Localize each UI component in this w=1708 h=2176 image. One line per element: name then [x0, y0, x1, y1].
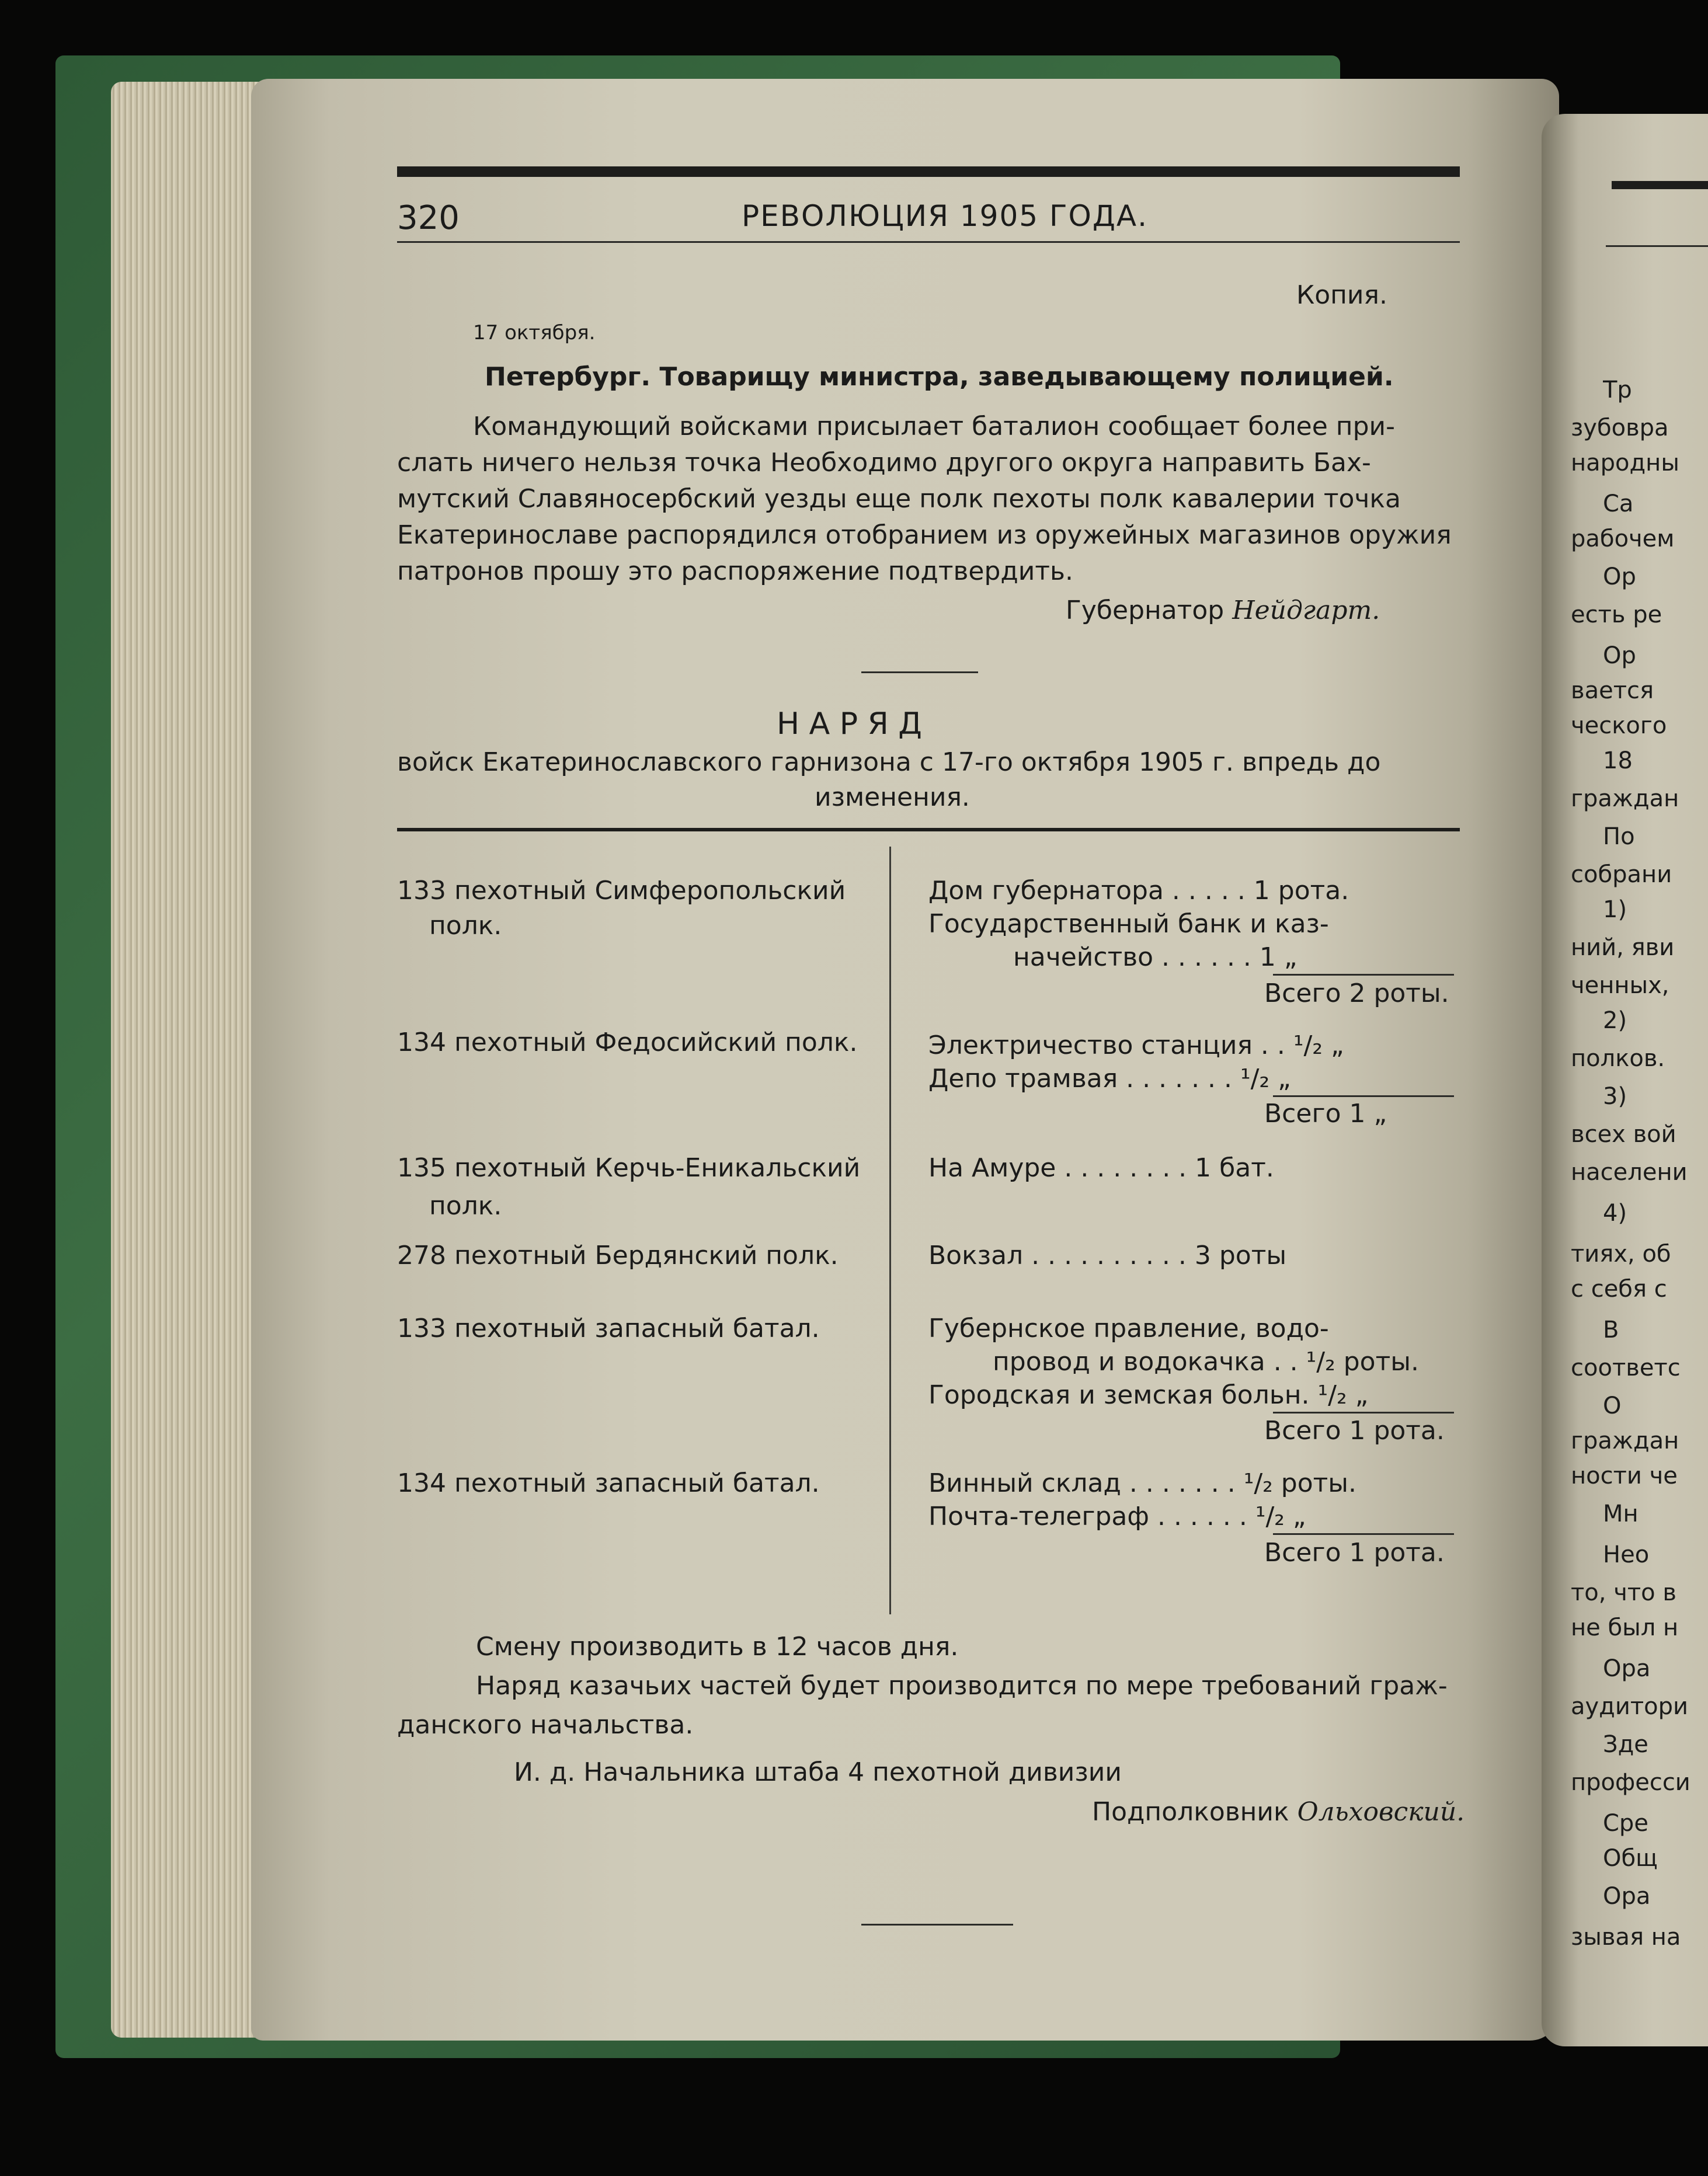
unit-label: 133 пехотный Симферопольский	[397, 876, 846, 906]
right-page-text-fragment: 3)	[1603, 1083, 1627, 1110]
order-signature	[1092, 1797, 1465, 1827]
unit-label: полк.	[429, 1191, 502, 1221]
right-page-text-fragment: 18	[1603, 747, 1633, 774]
post-entry: Электричество станция . . ¹/₂ „	[928, 1030, 1344, 1060]
signature-title: Губернатор	[1066, 596, 1225, 625]
right-page-text-fragment: аудитори	[1571, 1693, 1688, 1720]
post-entry: Депо трамвая . . . . . . . ¹/₂ „	[928, 1064, 1291, 1094]
section-divider	[861, 671, 978, 673]
telegram-body-line: мутский Славяносербский уезды еще полк пехоты полк кавалерии точка	[397, 484, 1401, 514]
right-page-text-fragment: професси	[1571, 1769, 1690, 1796]
right-page-text-fragment: вается	[1571, 677, 1654, 704]
right-page-text-fragment: Сре	[1603, 1810, 1648, 1837]
post-entry: Дом губернатора . . . . . 1 рота.	[928, 876, 1349, 906]
right-page-text-fragment: В	[1603, 1317, 1619, 1343]
table-column-divider	[889, 847, 891, 1614]
right-page-text-fragment: Са	[1603, 490, 1634, 517]
table-top-rule	[397, 828, 1460, 831]
right-page-text-fragment: то, что в	[1571, 1579, 1676, 1606]
right-page-text-fragment: Нео	[1603, 1541, 1650, 1568]
right-page-text-fragment: 1)	[1603, 896, 1627, 923]
right-page-text-fragment: Зде	[1603, 1731, 1648, 1758]
running-head	[397, 177, 1466, 241]
right-page-text-fragment: рабочем	[1571, 525, 1675, 552]
footer-line: И. д. Начальника штаба 4 пехотной дивизии	[514, 1757, 1122, 1787]
right-page-text-fragment: ности че	[1571, 1463, 1678, 1489]
right-page-text-fragment: Общ	[1603, 1845, 1658, 1872]
post-entry: провод и водокачка . . ¹/₂ роты.	[993, 1347, 1419, 1377]
telegram-body-line: слать ничего нельзя точка Необходимо другого округа направить Бах-	[397, 448, 1371, 478]
post-entry: Винный склад . . . . . . . ¹/₂ роты.	[928, 1468, 1357, 1498]
unit-label: 278 пехотный Бердянский полк.	[397, 1241, 839, 1270]
subtotal-rule	[1273, 1533, 1454, 1535]
right-page-text-fragment: Ор	[1603, 563, 1636, 590]
unit-label: 135 пехотный Керчь-Еникальский	[397, 1153, 861, 1183]
footer-line: Наряд казачьих частей будет производится по мере требований граж-	[476, 1671, 1448, 1701]
right-page-text-fragment: О	[1603, 1392, 1622, 1419]
subtotal-rule	[1273, 1412, 1454, 1413]
telegram-addressee: Петербург. Товарищу министра, заведывающему полицией.	[485, 362, 1394, 392]
right-page-text-fragment: Ора	[1603, 1883, 1651, 1910]
subtotal-rule	[1273, 974, 1454, 976]
telegram-body-line: Екатеринославе распорядился отобранием из оружейных магазинов оружия	[397, 520, 1452, 550]
footer-line: данского начальства.	[397, 1710, 694, 1740]
header-thin-rule	[397, 241, 1460, 243]
post-entry: Государственный банк и каз-	[928, 909, 1329, 939]
signature-name: Нейдгарт.	[1232, 596, 1380, 625]
right-page-text-fragment: Ора	[1603, 1655, 1651, 1682]
telegram-date: 17 октября.	[473, 321, 596, 344]
end-divider	[861, 1924, 1013, 1926]
right-page-text-fragment: соответс	[1571, 1355, 1681, 1381]
subtotal-rule	[1273, 1095, 1454, 1097]
page-number: 320	[397, 199, 460, 237]
right-page-text-fragment: есть ре	[1571, 601, 1662, 628]
telegram-body-line: патронов прошу это распоряжение подтвердить.	[397, 556, 1073, 586]
right-page-text-fragment: тиях, об	[1571, 1241, 1671, 1268]
right-page-text-fragment: По	[1603, 823, 1635, 850]
copy-label: Копия.	[1296, 280, 1387, 310]
right-page-text-fragment: граждан	[1571, 1428, 1679, 1454]
right-page-heavy-rule	[1612, 181, 1708, 189]
right-page-text-fragment: Ор	[1603, 642, 1636, 669]
post-entry: Почта-телеграф . . . . . . ¹/₂ „	[928, 1502, 1306, 1531]
right-page-text-fragment: с себя с	[1571, 1276, 1667, 1303]
right-page-text-fragment: Тр	[1603, 377, 1632, 403]
signature-name: Ольховский.	[1297, 1797, 1465, 1827]
telegram-signature	[1066, 596, 1380, 625]
right-page-text-fragment: народны	[1571, 450, 1679, 476]
unit-label: 133 пехотный запасный батал.	[397, 1314, 820, 1343]
right-page-text-fragment: ний, яви	[1571, 934, 1675, 961]
left-page-content	[397, 166, 1466, 243]
subtotal: Всего 1 „	[1264, 1099, 1387, 1129]
right-page-text-fragment: ченных,	[1571, 972, 1669, 999]
post-entry: Вокзал . . . . . . . . . . 3 роты	[928, 1241, 1287, 1270]
order-heading: Н А Р Я Д	[777, 706, 922, 741]
subtotal: Всего 2 роты.	[1264, 979, 1449, 1008]
post-entry: начейство . . . . . . 1 „	[1013, 942, 1297, 972]
subtotal: Всего 1 рота.	[1264, 1538, 1445, 1568]
right-page-text-fragment: собрани	[1571, 861, 1672, 888]
right-page-text-fragment: Мн	[1603, 1500, 1639, 1527]
footer-line: Смену производить в 12 часов дня.	[476, 1632, 959, 1662]
right-page-text-fragment: полков.	[1571, 1045, 1665, 1072]
signature-title: Подполковник	[1092, 1797, 1289, 1827]
running-head-title: РЕВОЛЮЦИЯ 1905 ГОДА.	[742, 199, 1148, 233]
right-page-text-fragment: 4)	[1603, 1200, 1627, 1227]
right-page-text-fragment: 2)	[1603, 1007, 1627, 1034]
order-subheading: войск Екатеринославского гарнизона с 17-го октября 1905 г. впредь до	[397, 747, 1381, 777]
right-page-text-fragment: ческого	[1571, 712, 1667, 739]
telegram-body-line: Командующий войсками присылает баталион сообщает более при-	[473, 412, 1395, 441]
right-page-text-fragment: населени	[1571, 1159, 1688, 1186]
post-entry: Городская и земская больн. ¹/₂ „	[928, 1380, 1369, 1410]
post-entry: На Амуре . . . . . . . . 1 бат.	[928, 1153, 1274, 1183]
right-page-text-fragment: всех вой	[1571, 1121, 1676, 1148]
unit-label: полк.	[429, 911, 502, 941]
right-page-thin-rule	[1606, 245, 1708, 247]
order-subheading-cont: изменения.	[815, 782, 970, 812]
header-heavy-rule	[397, 166, 1460, 177]
right-page-text-fragment: не был н	[1571, 1614, 1679, 1641]
right-page-text-fragment: зубовра	[1571, 415, 1669, 441]
right-page-text-fragment: граждан	[1571, 785, 1679, 812]
post-entry: Губернское правление, водо-	[928, 1314, 1329, 1343]
right-page-text-fragment: зывая на	[1571, 1924, 1681, 1951]
subtotal: Всего 1 рота.	[1264, 1416, 1445, 1446]
unit-label: 134 пехотный Федосийский полк.	[397, 1028, 858, 1057]
unit-label: 134 пехотный запасный батал.	[397, 1468, 820, 1498]
